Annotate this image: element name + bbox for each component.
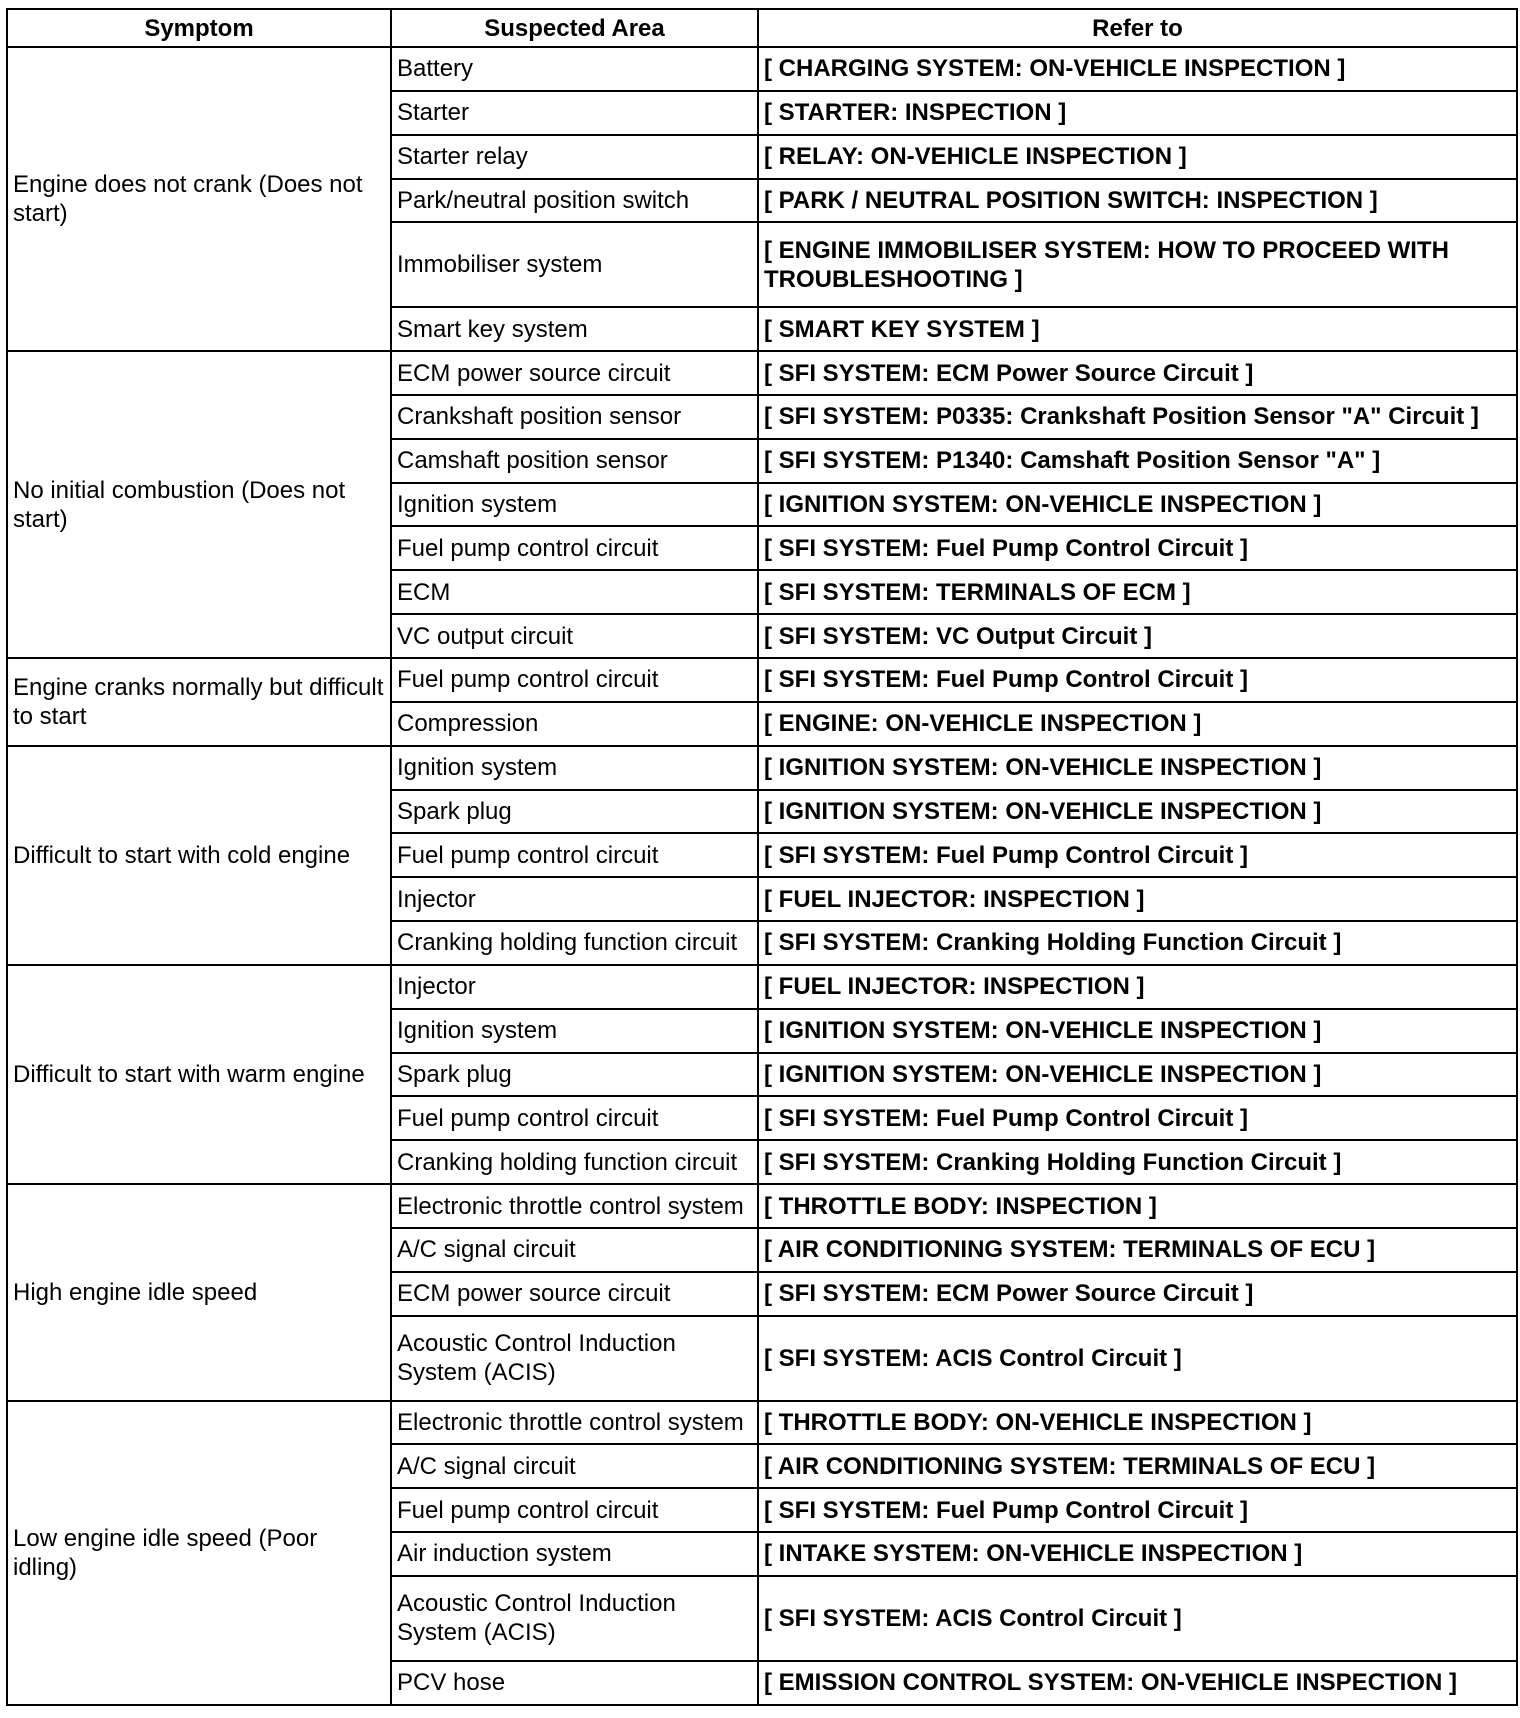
refer-to-cell[interactable]: [ FUEL INJECTOR: INSPECTION ] bbox=[758, 877, 1517, 921]
suspected-area-cell: A/C signal circuit bbox=[391, 1228, 758, 1272]
refer-to-cell[interactable]: [ IGNITION SYSTEM: ON-VEHICLE INSPECTION ] bbox=[758, 1053, 1517, 1097]
table-row bbox=[7, 965, 1517, 1009]
symptom-cell: Difficult to start with warm engine bbox=[7, 965, 391, 1184]
suspected-area-cell: Injector bbox=[391, 965, 758, 1009]
refer-to-cell[interactable]: [ IGNITION SYSTEM: ON-VEHICLE INSPECTION ] bbox=[758, 483, 1517, 527]
refer-to-cell[interactable]: [ SFI SYSTEM: ECM Power Source Circuit ] bbox=[758, 351, 1517, 395]
refer-to-cell[interactable]: [ IGNITION SYSTEM: ON-VEHICLE INSPECTION ] bbox=[758, 790, 1517, 834]
table-row bbox=[7, 351, 1517, 395]
suspected-area-cell: Fuel pump control circuit bbox=[391, 1488, 758, 1532]
suspected-area-cell: Acoustic Control Induction System (ACIS) bbox=[391, 1576, 758, 1661]
refer-to-cell[interactable]: [ SFI SYSTEM: Fuel Pump Control Circuit ] bbox=[758, 1096, 1517, 1140]
troubleshooting-table bbox=[6, 8, 1518, 1706]
suspected-area-cell: ECM power source circuit bbox=[391, 1272, 758, 1316]
suspected-area-cell: Ignition system bbox=[391, 483, 758, 527]
header-refer-to: Refer to bbox=[758, 9, 1517, 47]
header-symptom: Symptom bbox=[7, 9, 391, 47]
refer-to-cell[interactable]: [ CHARGING SYSTEM: ON-VEHICLE INSPECTION ] bbox=[758, 47, 1517, 91]
refer-to-cell[interactable]: [ SFI SYSTEM: ECM Power Source Circuit ] bbox=[758, 1272, 1517, 1316]
refer-to-cell[interactable]: [ AIR CONDITIONING SYSTEM: TERMINALS OF ECU ] bbox=[758, 1444, 1517, 1488]
table-row bbox=[7, 1401, 1517, 1445]
symptom-cell: High engine idle speed bbox=[7, 1184, 391, 1400]
refer-to-cell[interactable]: [ IGNITION SYSTEM: ON-VEHICLE INSPECTION ] bbox=[758, 1009, 1517, 1053]
suspected-area-cell: Air induction system bbox=[391, 1532, 758, 1576]
refer-to-cell[interactable]: [ ENGINE: ON-VEHICLE INSPECTION ] bbox=[758, 702, 1517, 746]
refer-to-cell[interactable]: [ STARTER: INSPECTION ] bbox=[758, 91, 1517, 135]
refer-to-cell[interactable]: [ EMISSION CONTROL SYSTEM: ON-VEHICLE INSPECTION ] bbox=[758, 1661, 1517, 1705]
suspected-area-cell: Park/neutral position switch bbox=[391, 179, 758, 223]
suspected-area-cell: PCV hose bbox=[391, 1661, 758, 1705]
refer-to-cell[interactable]: [ SFI SYSTEM: P0335: Crankshaft Position Sensor "A" Circuit ] bbox=[758, 395, 1517, 439]
suspected-area-cell: Spark plug bbox=[391, 1053, 758, 1097]
symptom-cell: No initial combustion (Does not start) bbox=[7, 351, 391, 658]
suspected-area-cell: Compression bbox=[391, 702, 758, 746]
table-body bbox=[7, 47, 1517, 1705]
suspected-area-cell: Ignition system bbox=[391, 746, 758, 790]
symptom-cell: Low engine idle speed (Poor idling) bbox=[7, 1401, 391, 1705]
suspected-area-cell: Starter relay bbox=[391, 135, 758, 179]
suspected-area-cell: Starter bbox=[391, 91, 758, 135]
header-suspected-area: Suspected Area bbox=[391, 9, 758, 47]
suspected-area-cell: Electronic throttle control system bbox=[391, 1401, 758, 1445]
table-row bbox=[7, 746, 1517, 790]
header-row bbox=[7, 9, 1517, 47]
refer-to-cell[interactable]: [ SFI SYSTEM: Fuel Pump Control Circuit ] bbox=[758, 658, 1517, 702]
refer-to-cell[interactable]: [ SFI SYSTEM: Fuel Pump Control Circuit ] bbox=[758, 526, 1517, 570]
refer-to-cell[interactable]: [ INTAKE SYSTEM: ON-VEHICLE INSPECTION ] bbox=[758, 1532, 1517, 1576]
refer-to-cell[interactable]: [ AIR CONDITIONING SYSTEM: TERMINALS OF ECU ] bbox=[758, 1228, 1517, 1272]
suspected-area-cell: Battery bbox=[391, 47, 758, 91]
refer-to-cell[interactable]: [ SFI SYSTEM: P1340: Camshaft Position Sensor "A" ] bbox=[758, 439, 1517, 483]
table-row bbox=[7, 1184, 1517, 1228]
refer-to-cell[interactable]: [ THROTTLE BODY: ON-VEHICLE INSPECTION ] bbox=[758, 1401, 1517, 1445]
suspected-area-cell: Ignition system bbox=[391, 1009, 758, 1053]
suspected-area-cell: Fuel pump control circuit bbox=[391, 526, 758, 570]
suspected-area-cell: Electronic throttle control system bbox=[391, 1184, 758, 1228]
refer-to-cell[interactable]: [ SFI SYSTEM: Fuel Pump Control Circuit ] bbox=[758, 833, 1517, 877]
refer-to-cell[interactable]: [ ENGINE IMMOBILISER SYSTEM: HOW TO PROCEED WITH TROUBLESHOOTING ] bbox=[758, 222, 1517, 307]
suspected-area-cell: Fuel pump control circuit bbox=[391, 833, 758, 877]
symptom-cell: Difficult to start with cold engine bbox=[7, 746, 391, 965]
suspected-area-cell: ECM power source circuit bbox=[391, 351, 758, 395]
refer-to-cell[interactable]: [ SFI SYSTEM: ACIS Control Circuit ] bbox=[758, 1576, 1517, 1661]
suspected-area-cell: Crankshaft position sensor bbox=[391, 395, 758, 439]
suspected-area-cell: Spark plug bbox=[391, 790, 758, 834]
refer-to-cell[interactable]: [ SMART KEY SYSTEM ] bbox=[758, 307, 1517, 351]
refer-to-cell[interactable]: [ SFI SYSTEM: Fuel Pump Control Circuit ] bbox=[758, 1488, 1517, 1532]
refer-to-cell[interactable]: [ SFI SYSTEM: TERMINALS OF ECM ] bbox=[758, 570, 1517, 614]
refer-to-cell[interactable]: [ FUEL INJECTOR: INSPECTION ] bbox=[758, 965, 1517, 1009]
refer-to-cell[interactable]: [ SFI SYSTEM: Cranking Holding Function Circuit ] bbox=[758, 1140, 1517, 1184]
suspected-area-cell: Fuel pump control circuit bbox=[391, 1096, 758, 1140]
suspected-area-cell: ECM bbox=[391, 570, 758, 614]
refer-to-cell[interactable]: [ SFI SYSTEM: VC Output Circuit ] bbox=[758, 614, 1517, 658]
suspected-area-cell: VC output circuit bbox=[391, 614, 758, 658]
suspected-area-cell: Smart key system bbox=[391, 307, 758, 351]
suspected-area-cell: Immobiliser system bbox=[391, 222, 758, 307]
symptom-cell: Engine cranks normally but difficult to start bbox=[7, 658, 391, 746]
table-row bbox=[7, 658, 1517, 702]
suspected-area-cell: Camshaft position sensor bbox=[391, 439, 758, 483]
suspected-area-cell: Fuel pump control circuit bbox=[391, 658, 758, 702]
refer-to-cell[interactable]: [ PARK / NEUTRAL POSITION SWITCH: INSPECTION ] bbox=[758, 179, 1517, 223]
suspected-area-cell: Acoustic Control Induction System (ACIS) bbox=[391, 1316, 758, 1401]
symptom-cell: Engine does not crank (Does not start) bbox=[7, 47, 391, 351]
suspected-area-cell: Cranking holding function circuit bbox=[391, 1140, 758, 1184]
refer-to-cell[interactable]: [ THROTTLE BODY: INSPECTION ] bbox=[758, 1184, 1517, 1228]
suspected-area-cell: A/C signal circuit bbox=[391, 1444, 758, 1488]
suspected-area-cell: Cranking holding function circuit bbox=[391, 921, 758, 965]
suspected-area-cell: Injector bbox=[391, 877, 758, 921]
refer-to-cell[interactable]: [ RELAY: ON-VEHICLE INSPECTION ] bbox=[758, 135, 1517, 179]
table-row bbox=[7, 47, 1517, 91]
refer-to-cell[interactable]: [ SFI SYSTEM: Cranking Holding Function Circuit ] bbox=[758, 921, 1517, 965]
refer-to-cell[interactable]: [ IGNITION SYSTEM: ON-VEHICLE INSPECTION ] bbox=[758, 746, 1517, 790]
refer-to-cell[interactable]: [ SFI SYSTEM: ACIS Control Circuit ] bbox=[758, 1316, 1517, 1401]
